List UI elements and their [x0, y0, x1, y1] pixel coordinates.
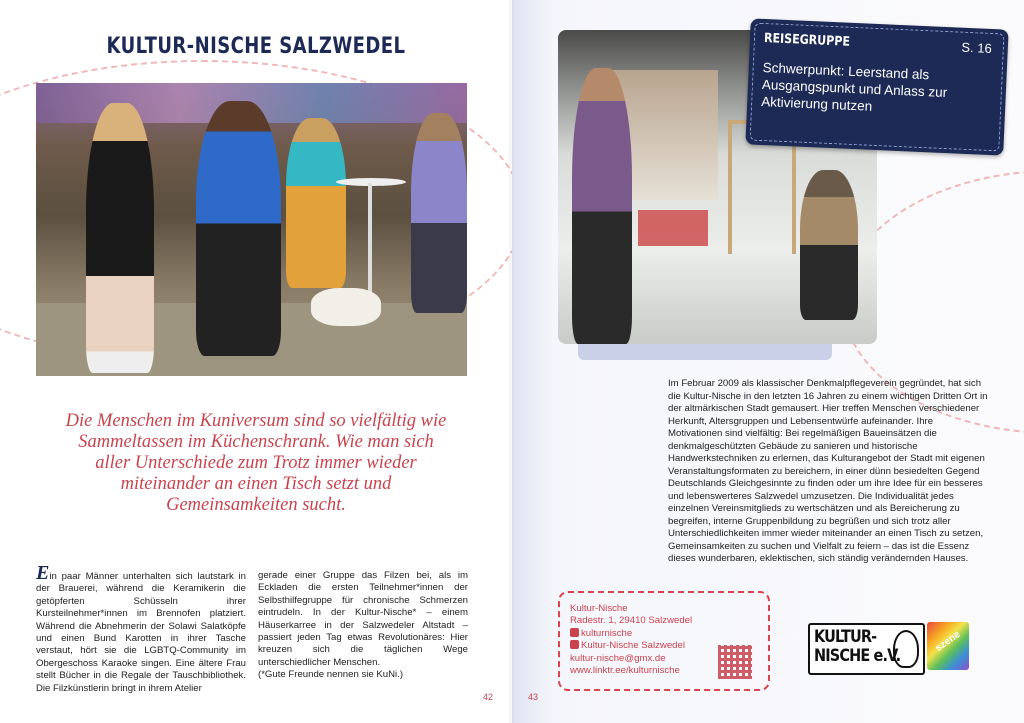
logo-text-line-1: KULTUR- — [814, 627, 877, 647]
pull-quote: Die Menschen im Kuniversum sind so vielfältig wie Sammeltassen im Küchenschrank. Wie man sich aller Unterschiede zum Trotz immer wieder miteinander an einen Tisch setzt und Gemeinsamkeiten sucht. — [65, 411, 447, 515]
reisegruppe-badge[interactable] — [745, 18, 1008, 155]
text-column-1 — [36, 562, 246, 695]
instagram-handle[interactable]: kulturnische — [581, 627, 633, 639]
page-number-right: 43 — [528, 692, 539, 702]
text-column-2-body: gerade einer Gruppe das Filzen bei, als im Eckladen die ersten Teilnehmer*innen der Selbsthilfegruppe für chronische Schmerzen eintrudeln. In der Kultur-Nische* – einem Häuserkarree in der Salzwedeler Altstadt – passiert jeden Tag etwas Revolutionäres: Hier kreuzen sich die täglichen Wege unterschiedlicher Menschen. — [258, 570, 468, 668]
facebook-handle[interactable]: Kultur-Nische Salzwedel — [581, 640, 685, 652]
text-column-1-body: in paar Männer unterhalten sich lautstark in der Brauerei, während die Keramikerin die getöpferten Schüsseln ihrer Kursteilnehmer*innen im Brennofen platziert. Während die Abnehmerin der Solawi Salatköpfe und einen Bund Karotten in ihrer Tasche verstaut, hört sie die LGBTQ-Community im Obergeschoss Karaoke singen. Eine ältere Frau stellt Bücher in die Regale der Tauschbibliothek. Die Filzkünstlerin bringt in ihrem Atelier — [36, 571, 246, 694]
face-icon — [893, 630, 919, 668]
contact-box — [558, 591, 770, 691]
drop-cap: E — [36, 562, 50, 584]
badge-page-ref: S. 16 — [961, 39, 993, 56]
logo-text-line-2: NISCHE e.V. — [814, 646, 901, 666]
badge-text: Schwerpunkt: Leerstand als Ausgangspunkt und Anlass zur Aktivierung nutzen — [760, 60, 948, 114]
instagram-icon — [570, 628, 579, 637]
contact-instagram[interactable] — [570, 628, 692, 640]
body-text: Im Februar 2009 als klassischer Denkmalpflegeverein gegründet, hat sich die Kultur-Nische in den letzten 16 Jahren zu einem wichtigen Dritten Ort in der altmärkischen Stadt gemausert. Hier treffen Menschen verschiedener Herkunft, Altersgruppen und Lebensentwürfe aufeinander. Ihre Motivationen sind vielfältig: Bei regelmäßigen Baueinsätzen die denkmalgeschützten Gebäude zu sanieren und historische Handwerkstechniken zu erlernen, das Kulturangebot der Stadt mit eigenen Veranstaltungsformaten zu bereichern, in einer dünn besiedelten Gegend Deutschlands Gleichgesinnte zu finden oder um ihre Idee für ein besseres und lebenswerteres Salzwedel umzusetzen. Die Individualität jedes einzelnen Vereinsmitglieds zu wertschätzen und als Bereicherung zu begreifen, interne Gruppenbildung zu begrüßen und sich trotz aller Unterschiedlichkeiten immer wieder miteinander an einen Tisch zu setzen, Gemeinsamkeiten zu suchen und Vielfalt zu feiern – das ist die Essenz dieses wunderbaren, eklektischen, sich ständig verändernden Hauses. — [668, 378, 988, 564]
footnote: (*Gute Freunde nennen sie KuNi.) — [258, 669, 404, 681]
contact-link[interactable]: www.linktr.ee/kulturnische — [570, 665, 680, 677]
page-title: KULTUR-NISCHE SALZWEDEL — [106, 34, 406, 59]
page-number-left: 42 — [483, 692, 494, 702]
page-gutter — [509, 0, 515, 723]
szene-logo-text: szene — [933, 629, 963, 654]
contact-name: Kultur-Nische — [570, 603, 628, 614]
contact-email[interactable]: kultur-nische@gmx.de — [570, 652, 666, 664]
contact-facebook[interactable] — [570, 640, 692, 652]
photo-courtyard-group — [36, 83, 467, 376]
kultur-nische-logo — [808, 623, 925, 675]
contact-address: Radestr. 1, 29410 Salzwedel — [570, 615, 693, 627]
text-column-2 — [258, 570, 468, 682]
badge-label: REISEGRUPPE — [763, 31, 851, 50]
qr-code-icon — [718, 645, 752, 679]
facebook-icon — [570, 640, 579, 649]
szene-logo — [927, 622, 969, 670]
